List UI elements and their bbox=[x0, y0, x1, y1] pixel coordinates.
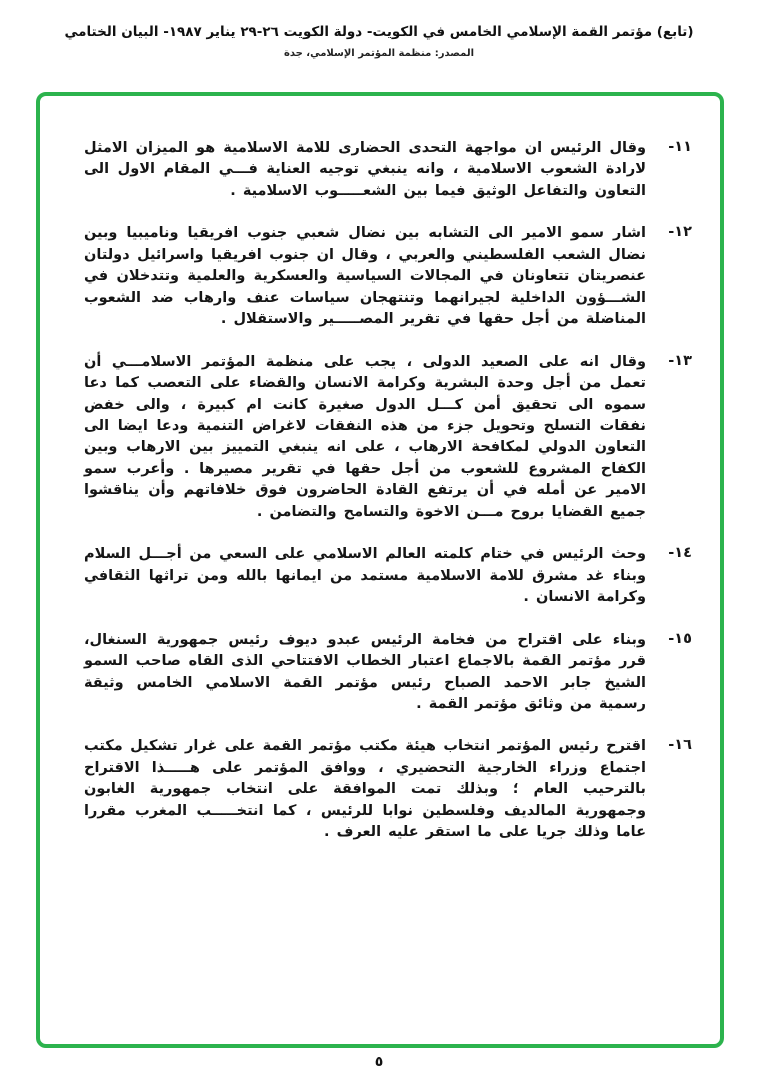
paragraph-number: ١٦- bbox=[668, 737, 692, 754]
paragraph-14 bbox=[84, 544, 692, 608]
paragraph-number: ١١- bbox=[668, 139, 692, 155]
page-number: ٥ bbox=[374, 1054, 384, 1070]
green-highlight-frame bbox=[36, 92, 724, 1048]
paragraph-text: وحث الرئيس في ختام كلمته العالم الاسلامي على السعي من أجـــل السلام وبناء غد مشرق للامة الاسلامية مستمد من ايمانها بالله ومن تراثها الثقافي وكرامة الانسان . bbox=[84, 546, 646, 606]
page-header bbox=[0, 0, 758, 59]
paragraph-16 bbox=[84, 736, 692, 843]
paragraph-list bbox=[84, 138, 692, 844]
source-line: المصدر: منظمة المؤتمر الإسلامي، جدة bbox=[283, 48, 475, 59]
paragraph-text: وقال الرئيس ان مواجهة التحدى الحضارى للامة الاسلامية هو الميزان الامثل لارادة الشعوب الاسلامية ، وانه ينبغي توجيه العناية فـــي المقام الاول الى التعاون والتفاعل الوثيق فيما بين الشعـــــوب الاسلامية . bbox=[84, 140, 646, 199]
paragraph-number: ١٢- bbox=[668, 224, 692, 241]
paragraph-11 bbox=[84, 138, 692, 202]
document-body bbox=[40, 96, 720, 1044]
paragraph-number: ١٥- bbox=[668, 630, 692, 647]
paragraph-12 bbox=[84, 223, 692, 330]
paragraph-13 bbox=[84, 352, 692, 524]
paragraph-number: ١٤- bbox=[668, 545, 692, 562]
paragraph-text: وقال انه على الصعيد الدولى ، يجب على منظمة المؤتمر الاسلامـــي أن تعمل من أجل وحدة البشرية وكرامة الانسان والقضاء على التعصب كما دعا سموه الى تحقيق أمن كـــل الدول صغيرة كانت ام كبيرة ، والى خفض نفقات التسلح وتحويل جزء من هذه النفقات لاغراض التنمية ودعا ايضا الى التعاون الدولي لمكافحة الارهاب ، على انه ينبغي التمييز بين الارهاب وبين الكفاح المشروع للشعوب من أجل حقها في تقرير مصيرها . وأعرب سمو الامير عن أمله في أن يرتفع القادة الحاضرون فوق خلافاتهم وأن يناقشوا جميع القضايا بروح مـــن الاخوة والتسامح والتضامن . bbox=[84, 353, 646, 520]
paragraph-15 bbox=[84, 630, 692, 716]
header-title: (تابع) مؤتمر القمة الإسلامي الخامس في الكويت- دولة الكويت ٢٦-٢٩ يناير ١٩٨٧- البيان الختامي bbox=[64, 24, 694, 40]
paragraph-number: ١٣- bbox=[668, 352, 692, 369]
paragraph-text: اشار سمو الامير الى التشابه بين نضال شعبي جنوب افريقيا وناميبيا وبين نضال الشعب الفلسطيني والعربي ، وقال ان جنوب افريقيا واسرائيل دولتان عنصريتان تتعاونان في المجالات السياسية والعسكرية والعلمية وتتدخلان في الشـــؤون الداخلية لجيرانهما وتنتهجان سياسات عنف وارهاب ضد الشعوب المناضلة من أجل حقها في تقرير المصـــــير والاستقلال . bbox=[84, 225, 646, 328]
paragraph-text: وبناء على اقتراح من فخامة الرئيس عبدو ديوف رئيس جمهورية السنغال، قرر مؤتمر القمة بالاجماع اعتبار الخطاب الافتتاحي الذى القاه صاحب السمو الشيخ جابر الاحمد الصباح رئيس مؤتمر القمة الاسلامي الخامس وثيقة رسمية من وثائق مؤتمر القمة . bbox=[84, 631, 646, 712]
paragraph-text: اقترح رئيس المؤتمر انتخاب هيئة مكتب مؤتمر القمة على غرار تشكيل مكتب اجتماع وزراء الخارجية التحضيري ، ووافق المؤتمر على هـــــذا الاقتراح بالترحيب العام ؛ وبذلك تمت الموافقة على انتخاب جمهورية الغابون وجمهورية المالديف وفلسطين نوابا للرئيس ، كما انتخـــــب المغرب مقررا عاما وذلك جريا على ما استقر عليه العرف . bbox=[84, 738, 646, 841]
